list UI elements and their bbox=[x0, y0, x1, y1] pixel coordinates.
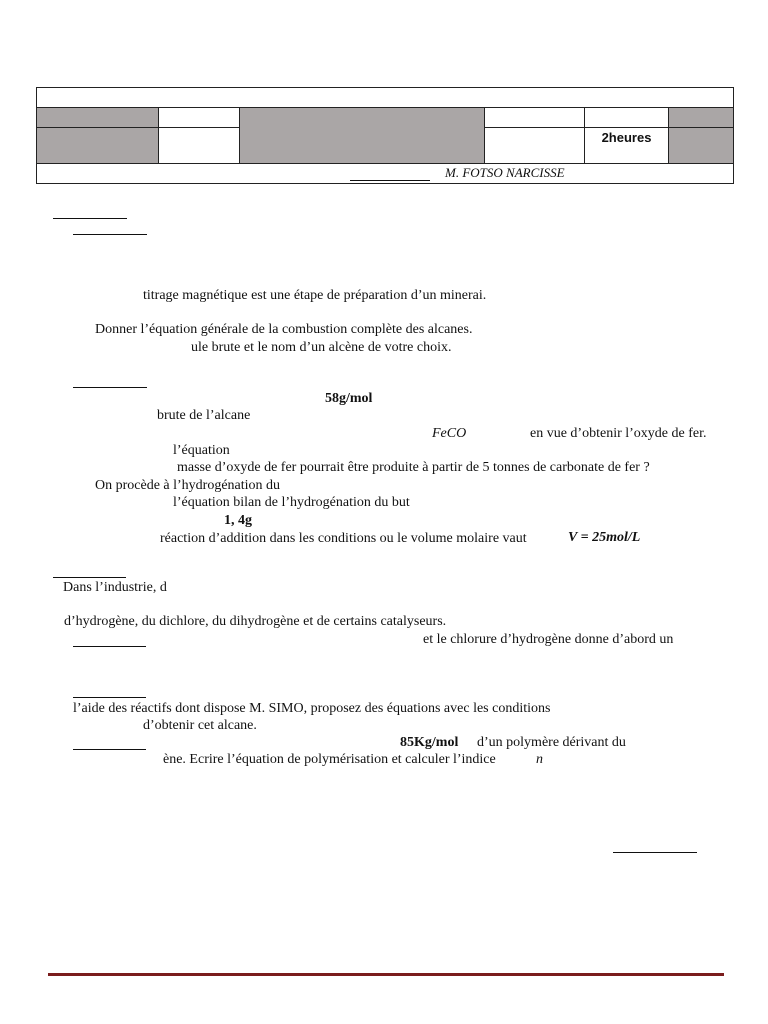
header-top-row bbox=[37, 88, 734, 108]
header-cell bbox=[669, 128, 734, 164]
header-title-cell bbox=[240, 108, 485, 164]
text-line: d’obtenir cet alcane. bbox=[143, 718, 257, 733]
header-cell bbox=[37, 128, 159, 164]
header-cell bbox=[585, 108, 669, 128]
section-underline bbox=[73, 646, 146, 647]
text-line: réaction d’addition dans les conditions ou le volume molaire vaut bbox=[160, 531, 527, 546]
text-line: l’aide des réactifs dont dispose M. SIMO, proposez des équations avec les conditions bbox=[73, 701, 551, 716]
text-line: l’équation bbox=[173, 443, 230, 458]
duration-text: 2heures bbox=[601, 130, 652, 145]
teacher-underline bbox=[350, 180, 430, 181]
section-underline bbox=[73, 697, 146, 698]
section-underline bbox=[73, 234, 147, 235]
header-cell bbox=[159, 128, 240, 164]
text-line: et le chlorure d’hydrogène donne d’abord un bbox=[423, 632, 674, 647]
header-cell bbox=[485, 128, 585, 164]
polymer-molar-mass: 85Kg/mol bbox=[400, 735, 459, 750]
signature-underline bbox=[613, 852, 697, 853]
index-n: n bbox=[536, 752, 543, 767]
molar-mass-value: 58g/mol bbox=[325, 391, 373, 406]
text-line: d’un polymère dérivant du bbox=[477, 735, 626, 750]
section-underline bbox=[73, 387, 147, 388]
formula-feco: FeCO bbox=[432, 426, 467, 441]
header-cell bbox=[159, 108, 240, 128]
text-line: titrage magnétique est une étape de préparation d’un minerai. bbox=[143, 288, 487, 303]
teacher-name: M. FOTSO NARCISSE bbox=[445, 165, 565, 180]
text-line: masse d’oxyde de fer pourrait être produite à partir de 5 tonnes de carbonate de fer ? bbox=[177, 460, 650, 475]
text-line: ule brute et le nom d’un alcène de votre choix. bbox=[191, 340, 452, 355]
header-cell bbox=[669, 108, 734, 128]
text-line: Donner l’équation générale de la combustion complète des alcanes. bbox=[95, 322, 473, 337]
text-line: On procède à l’hydrogénation du bbox=[95, 478, 281, 493]
footer-bar bbox=[48, 973, 724, 976]
mass-value: 1, 4g bbox=[224, 513, 252, 528]
text-line: Dans l’industrie, d bbox=[63, 580, 167, 595]
text-line: brute de l’alcane bbox=[157, 408, 251, 423]
section-underline bbox=[53, 218, 127, 219]
text-line: d’hydrogène, du dichlore, du dihydrogène et de certains catalyseurs. bbox=[64, 614, 447, 629]
header-table bbox=[36, 87, 734, 184]
header-cell bbox=[37, 108, 159, 128]
duration-cell bbox=[585, 128, 669, 164]
text-line: l’équation bilan de l’hydrogénation du but bbox=[173, 495, 410, 510]
section-underline bbox=[73, 749, 146, 750]
header-cell bbox=[485, 108, 585, 128]
text-line: en vue d’obtenir l’oxyde de fer. bbox=[530, 426, 707, 441]
text-line: ène. Ecrire l’équation de polymérisation et calculer l’indice bbox=[163, 752, 496, 767]
section-underline bbox=[53, 577, 126, 578]
molar-volume-formula: V = 25mol/L bbox=[568, 530, 641, 545]
